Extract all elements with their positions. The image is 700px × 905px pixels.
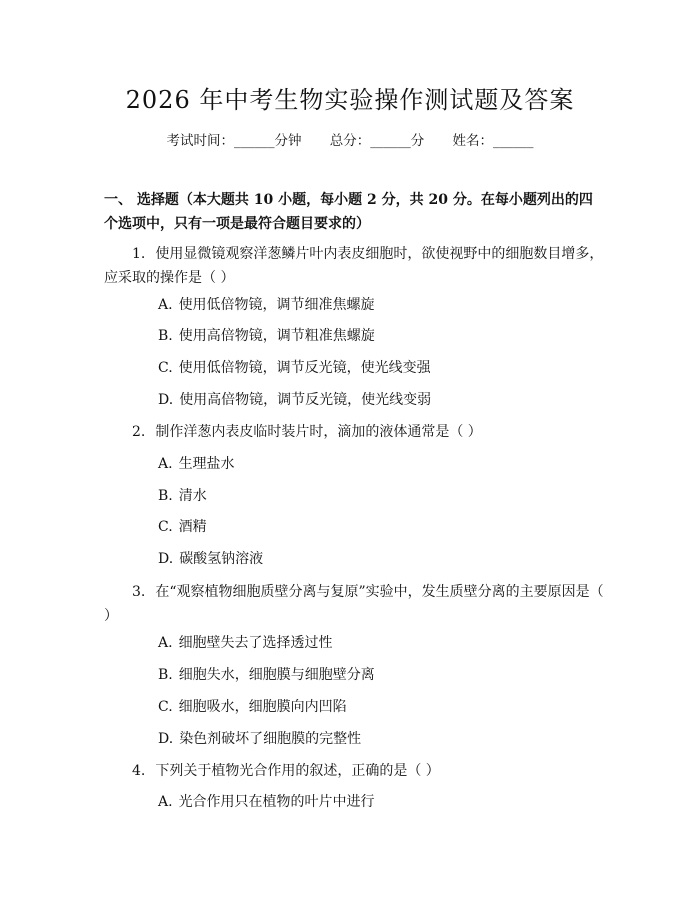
- question-2-option-c: [158, 515, 207, 539]
- question-3-option-b: [158, 663, 375, 687]
- question-3-option-c: [158, 695, 347, 719]
- option-text: 细胞壁失去了选择透过性: [178, 635, 333, 651]
- option-text: 碳酸氢钠溶液: [179, 551, 264, 567]
- question-2: [104, 420, 604, 444]
- option-letter: D.: [158, 731, 174, 747]
- option-letter: B.: [158, 667, 173, 683]
- option-letter: D.: [158, 392, 174, 408]
- option-text: 使用高倍物镜，调节反光镜，使光线变弱: [179, 392, 432, 408]
- question-1: [104, 242, 604, 290]
- option-letter: B.: [158, 488, 173, 504]
- question-1-option-a: [158, 293, 375, 317]
- question-1-option-c: [158, 356, 431, 380]
- option-text: 染色剂破坏了细胞膜的完整性: [179, 731, 362, 747]
- option-text: 细胞吸水，细胞膜向内凹陷: [178, 699, 347, 715]
- option-letter: C.: [158, 699, 173, 715]
- total-score-field: 总分：______分: [329, 133, 425, 149]
- question-2-option-b: [158, 484, 207, 508]
- question-1-option-d: [158, 388, 431, 412]
- option-letter: A.: [158, 456, 173, 472]
- option-letter: A.: [158, 297, 173, 313]
- question-2-option-a: [158, 452, 235, 476]
- page-title: 2026 年中考生物实验操作测试题及答案: [125, 86, 575, 114]
- option-text: 清水: [178, 488, 207, 504]
- question-3-option-a: [158, 631, 333, 655]
- option-text: 使用低倍物镜，调节细准焦螺旋: [178, 297, 375, 313]
- question-2-option-d: [158, 547, 263, 571]
- exam-meta: [0, 130, 700, 152]
- section-heading: 一、 选择题（本大题共 10 小题，每小题 2 分，共 20 分。在每小题列出的四个选项中，只有一项是最符合题目要求的）: [104, 192, 593, 232]
- option-text: 使用低倍物镜，调节反光镜，使光线变强: [178, 360, 431, 376]
- question-text: 在“观察植物细胞质壁分离与复原”实验中，发生质壁分离的主要原因是（ ）: [104, 584, 604, 624]
- option-text: 生理盐水: [178, 456, 235, 472]
- option-text: 细胞失水，细胞膜与细胞壁分离: [178, 667, 375, 683]
- exam-time-field: 考试时间：______分钟: [166, 133, 302, 149]
- question-3-option-d: [158, 727, 361, 751]
- question-text: 制作洋葱内表皮临时装片时，滴加的液体通常是（ ）: [155, 424, 482, 440]
- student-name-field: 姓名：______: [452, 133, 534, 149]
- option-text: 使用高倍物镜，调节粗准焦螺旋: [178, 328, 375, 344]
- option-text: 光合作用只在植物的叶片中进行: [178, 794, 375, 810]
- question-number: 2.: [132, 424, 146, 440]
- question-number: 4.: [132, 763, 146, 779]
- option-letter: C.: [158, 519, 173, 535]
- option-letter: B.: [158, 328, 173, 344]
- option-text: 酒精: [178, 519, 207, 535]
- question-1-option-b: [158, 324, 375, 348]
- question-text: 使用显微镜观察洋葱鳞片叶内表皮细胞时，欲使视野中的细胞数目增多，应采取的操作是（ ）: [104, 246, 604, 286]
- question-4: [104, 759, 604, 783]
- question-number: 1.: [132, 246, 146, 262]
- question-number: 3.: [132, 584, 146, 600]
- option-letter: D.: [158, 551, 174, 567]
- option-letter: A.: [158, 794, 173, 810]
- option-letter: A.: [158, 635, 173, 651]
- question-text: 下列关于植物光合作用的叙述，正确的是（ ）: [155, 763, 440, 779]
- question-3: [104, 580, 604, 628]
- question-4-option-a: [158, 790, 375, 814]
- option-letter: C.: [158, 360, 173, 376]
